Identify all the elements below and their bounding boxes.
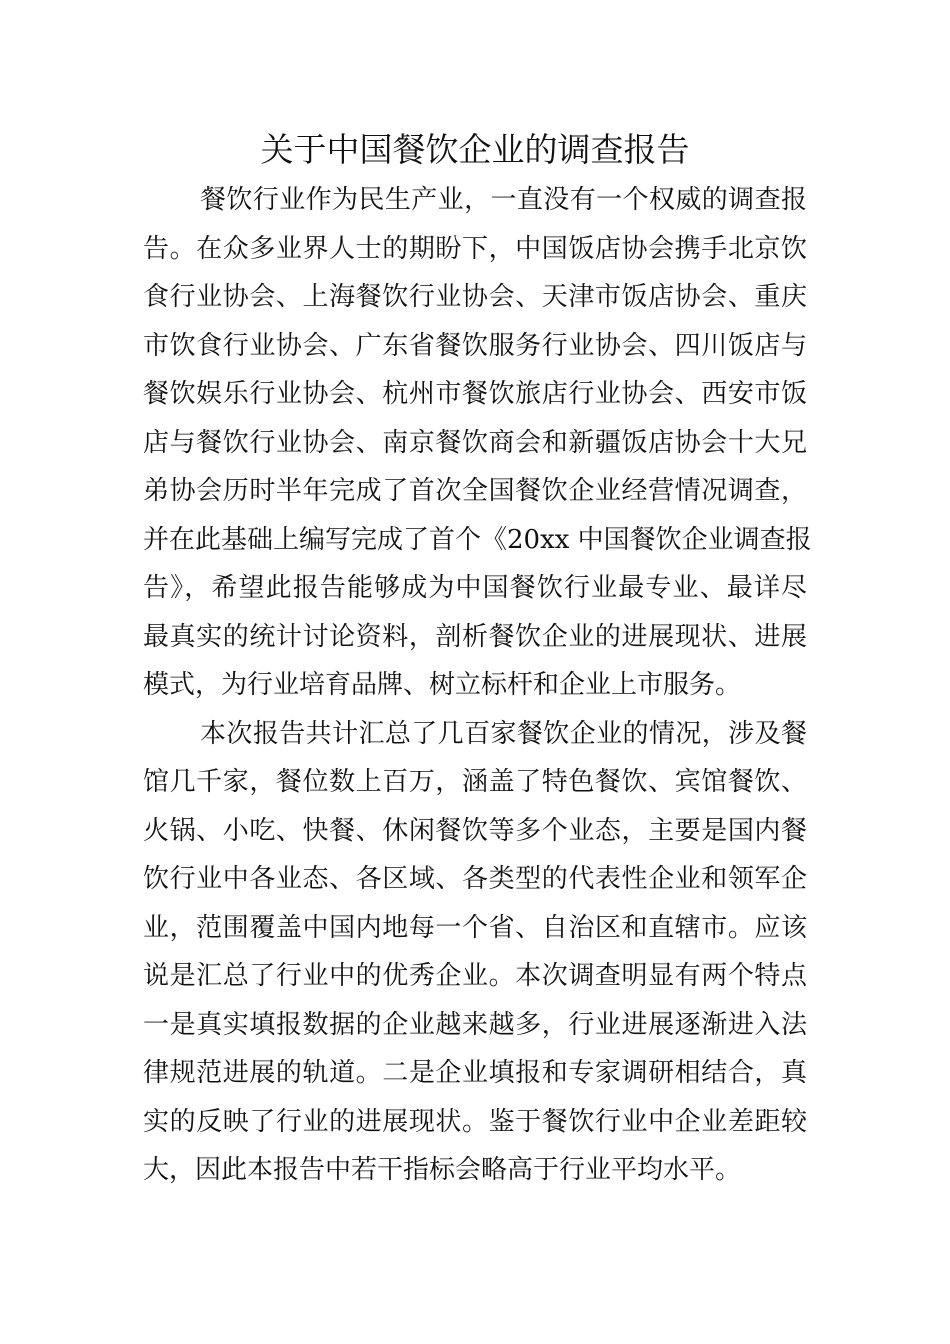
paragraph-line: 告》，希望此报告能够成为中国餐饮行业最专业、最详尽 — [143, 573, 807, 603]
paragraph-line: 大，因此本报告中若干指标会略高于行业平均水平。 — [143, 1155, 742, 1185]
paragraph-line: 食行业协会、上海餐饮行业协会、天津市饭店协会、重庆 — [143, 282, 807, 312]
paragraph-line: 最真实的统计讨论资料，剖析餐饮企业的进展现状、进展 — [143, 621, 807, 652]
paragraph-line: 律规范进展的轨道。二是企业填报和专家调研相结合，真 — [143, 1058, 807, 1088]
paragraph-2 — [143, 710, 807, 1195]
paragraph-line: 业，范围覆盖中国内地每一个省、自治区和直辖市。应该 — [143, 912, 807, 943]
paragraph-line: 本次报告共计汇总了几百家餐饮企业的情况，涉及餐 — [200, 718, 807, 749]
paragraph-line: 市饮食行业协会、广东省餐饮服务行业协会、四川饭店与 — [143, 330, 807, 361]
document-title: 关于中国餐饮企业的调查报告 — [260, 130, 690, 169]
paragraph-line: 店与餐饮行业协会、南京餐饮商会和新疆饭店协会十大兄 — [143, 427, 807, 458]
paragraph-line: 模式，为行业培育品牌、树立标杆和企业上市服务。 — [143, 670, 742, 700]
paragraph-line: 餐饮娱乐行业协会、杭州市餐饮旅店行业协会、西安市饭 — [143, 379, 807, 409]
paragraph-line: 一是真实填报数据的企业越来越多，行业进展逐渐进入法 — [143, 1009, 807, 1040]
document-body — [143, 176, 812, 1195]
paragraph-1 — [143, 176, 812, 710]
paragraph-line: 火锅、小吃、快餐、休闲餐饮等多个业态，主要是国内餐 — [143, 815, 807, 846]
paragraph-line: 说是汇总了行业中的优秀企业。本次调查明显有两个特点 — [143, 961, 807, 991]
paragraph-line: 弟协会历时半年完成了首次全国餐饮企业经营情况调查， — [143, 476, 807, 506]
paragraph-line: 并在此基础上编写完成了首个《20xx 中国餐饮企业调查报 — [143, 524, 812, 555]
paragraph-line: 饮行业中各业态、各区域、各类型的代表性企业和领军企 — [143, 864, 807, 894]
paragraph-line: 告。在众多业界人士的期盼下，中国饭店协会携手北京饮 — [143, 233, 807, 264]
paragraph-line: 实的反映了行业的进展现状。鉴于餐饮行业中企业差距较 — [143, 1106, 807, 1137]
paragraph-line: 餐饮行业作为民生产业，一直没有一个权威的调查报 — [200, 185, 807, 215]
paragraph-line: 馆几千家，餐位数上百万，涵盖了特色餐饮、宾馆餐饮、 — [143, 767, 807, 797]
